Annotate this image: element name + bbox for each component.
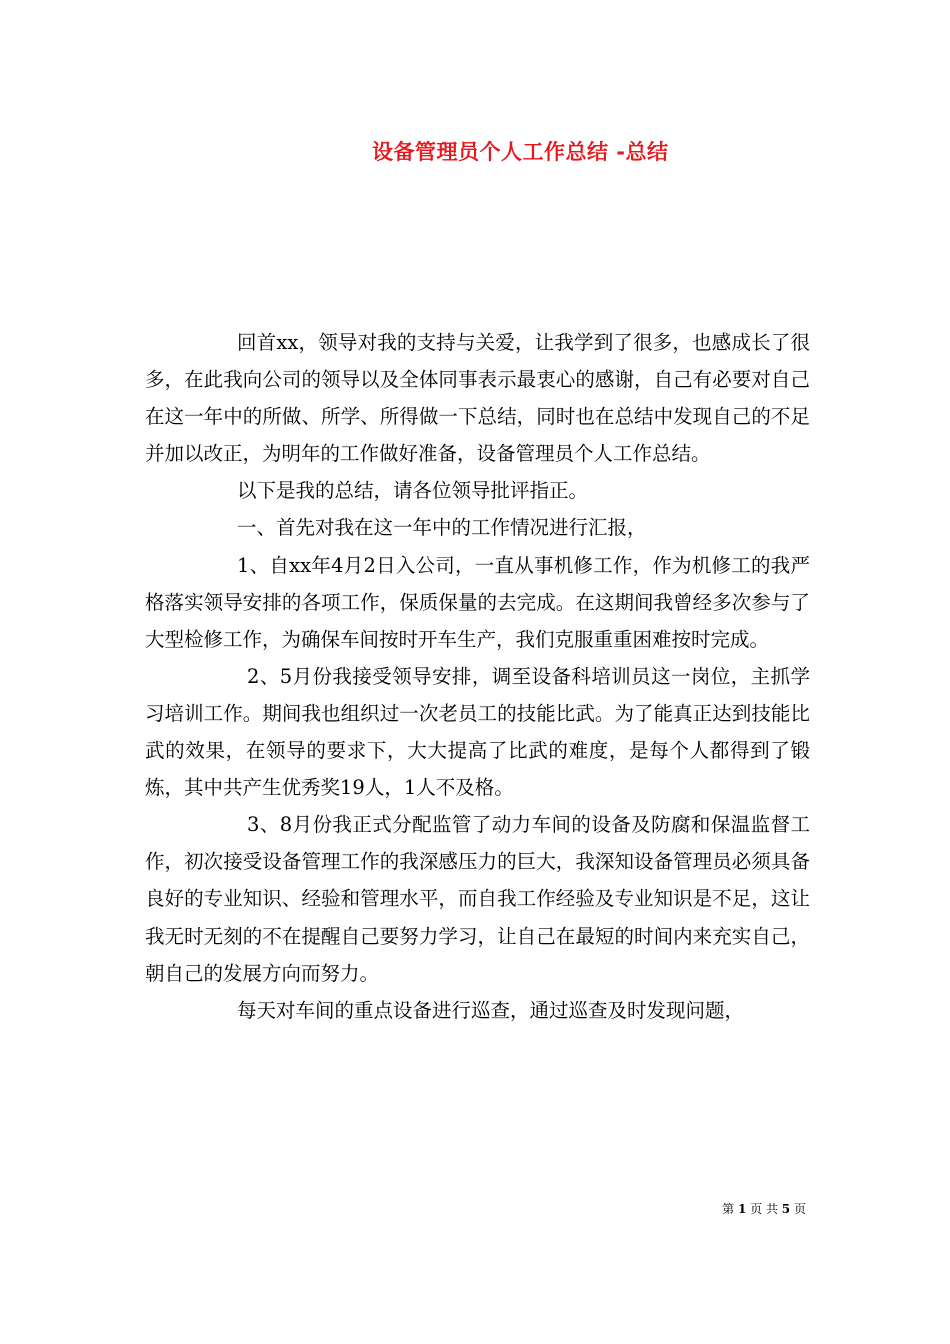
footer-prefix: 第 (722, 1202, 735, 1216)
footer-page-total: 5 (781, 1202, 791, 1216)
footer-middle: 页 共 (750, 1202, 778, 1216)
footer-page-current: 1 (737, 1202, 747, 1216)
footer-suffix: 页 (793, 1202, 806, 1216)
paragraph-daily-inspection: 每天对车间的重点设备进行巡查，通过巡查及时发现问题， (237, 998, 745, 1022)
paragraph-item-2: 2、5月份我接受领导安排，调至设备科培训员这一岗位，主抓学习培训工作。期间我也组织过一次老员工的技能比武。为了能真正达到技能比武的效果，在领导的要求下，大大提高了比武的难度，是每个人都得到了锻炼，其中共产生优秀奖19人，1人不及格。 (145, 664, 810, 800)
paragraph-request-review: 以下是我的总结，请各位领导批评指正。 (237, 479, 589, 503)
page-footer (0, 1200, 806, 1218)
document-title: 设备管理员个人工作总结 -总结 (372, 140, 669, 164)
paragraph-item-1: 1、自xx年4月2日入公司，一直从事机修工作，作为机修工的我严格落实领导安排的各项工作，保质保量的去完成。在这期间我曾经多次参与了大型检修工作，为确保车间按时开车生产，我们克服重重困难按时完成。 (145, 553, 810, 651)
paragraph-section-heading: 一、首先对我在这一年中的工作情况进行汇报， (237, 516, 647, 540)
document-body (145, 324, 810, 1029)
paragraph-intro: 回首xx，领导对我的支持与关爱，让我学到了很多，也感成长了很多，在此我向公司的领导以及全体同事表示最衷心的感谢，自己有必要对自己在这一年中的所做、所学、所得做一下总结，同时也在总结中发现自己的不足并加以改正，为明年的工作做好准备，设备管理员个人工作总结。 (145, 331, 810, 466)
paragraph-item-3: 3、8月份我正式分配监管了动力车间的设备及防腐和保温监督工作，初次接受设备管理工作的我深感压力的巨大，我深知设备管理员必须具备良好的专业知识、经验和管理水平，而自我工作经验及专业知识是不足，这让我无时无刻的不在提醒自己要努力学习，让自己在最短的时间内来充实自己，朝自己的发展方向而努力。 (145, 813, 810, 985)
